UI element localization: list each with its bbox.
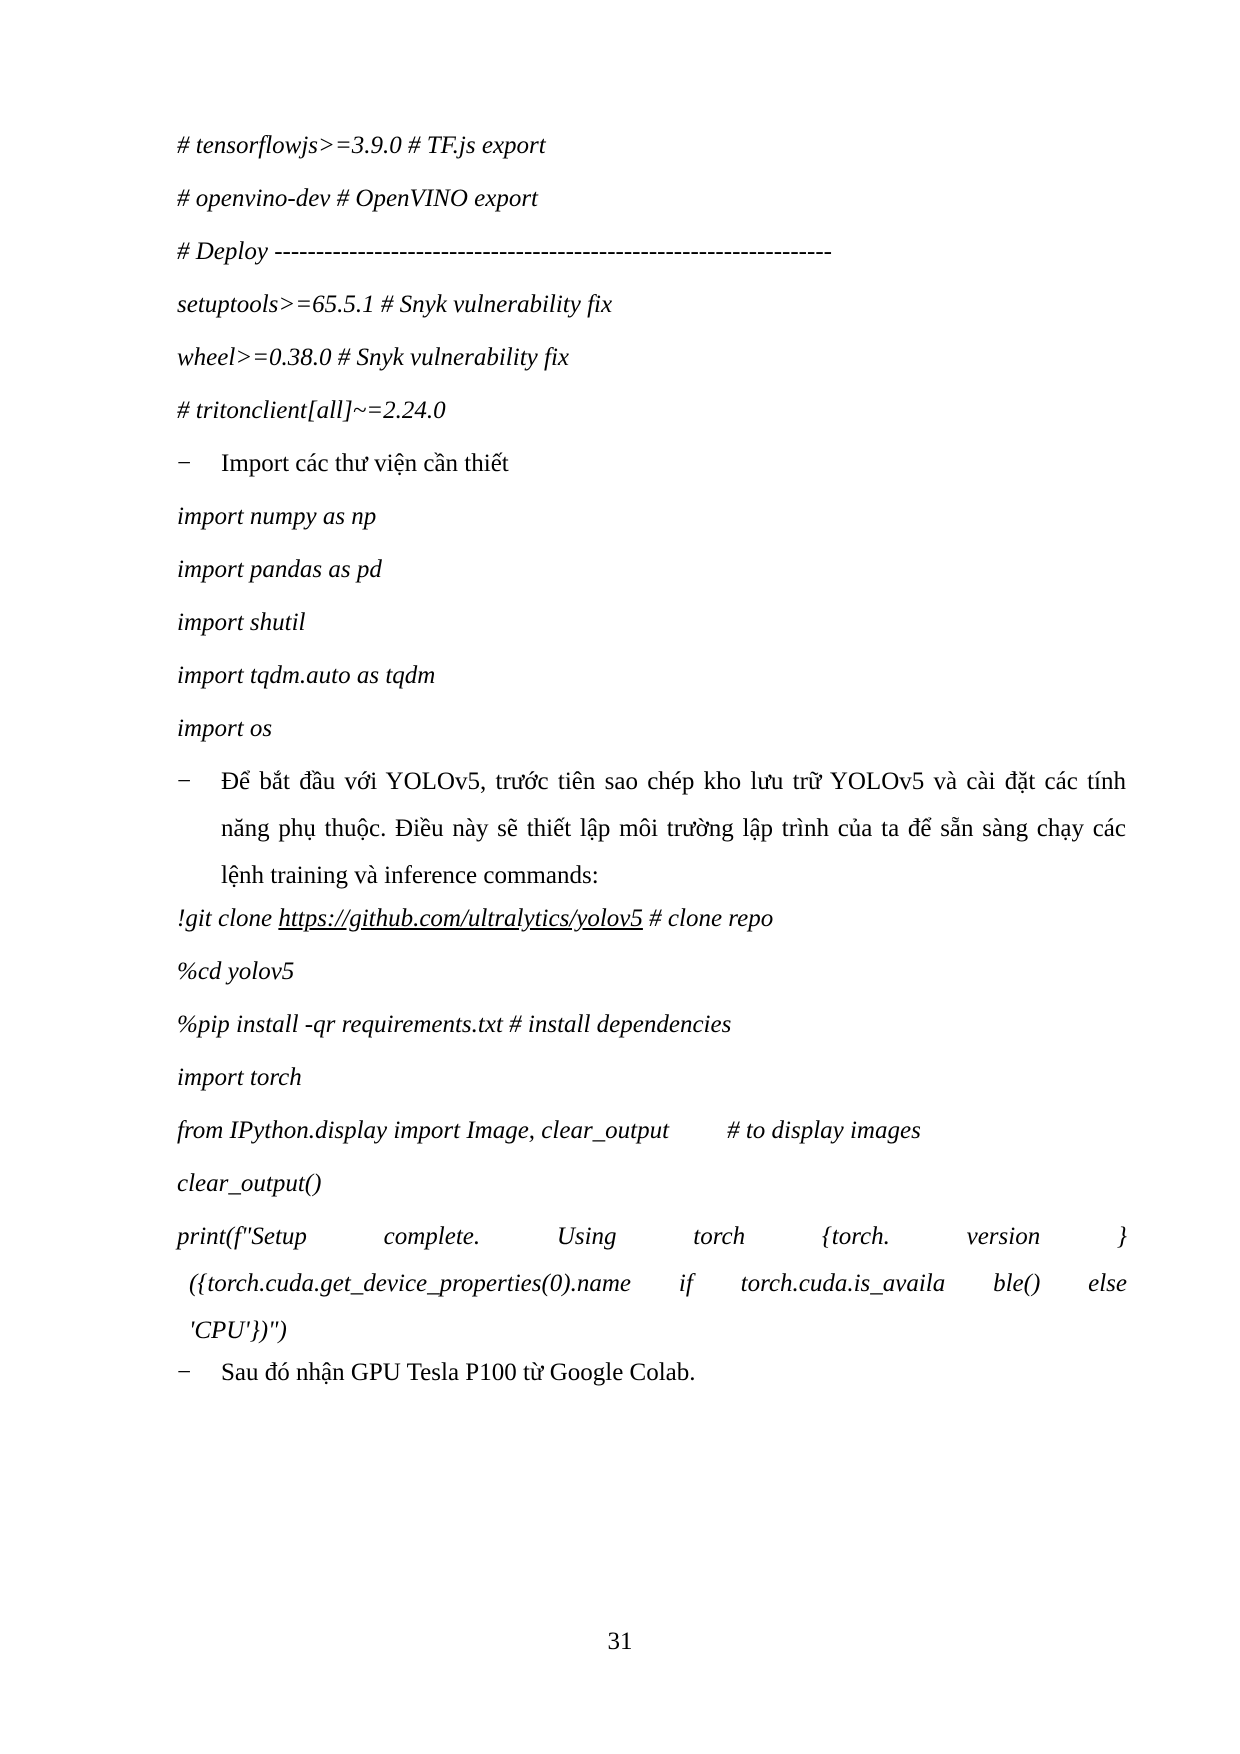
code-line-cd-yolov5: %cd yolov5	[177, 958, 295, 985]
print-token: ({torch.cuda.get_device_properties(0).name	[189, 1270, 632, 1297]
bullet-gpu-tesla: Sau đó nhận GPU Tesla P100 từ Google Colab.	[221, 1359, 696, 1386]
code-line-import-shutil: import shutil	[177, 609, 306, 636]
code-line-openvino: # openvino-dev # OpenVINO export	[177, 185, 538, 212]
print-row-1	[177, 1222, 1127, 1269]
print-token: else	[1088, 1270, 1127, 1297]
code-line-setuptools: setuptools>=65.5.1 # Snyk vulnerability fix	[177, 291, 613, 318]
print-token: torch.cuda.is_availa	[740, 1270, 946, 1297]
code-line-tensorflowjs: # tensorflowjs>=3.9.0 # TF.js export	[177, 132, 546, 159]
print-token: if	[678, 1270, 693, 1297]
ipython-import-comment: # to display images	[727, 1117, 921, 1144]
print-row-2	[177, 1269, 1127, 1316]
bullet-yolov5-setup-paragraph: Để bắt đầu với YOLOv5, trước tiên sao chép kho lưu trữ YOLOv5 và cài đặt các tính năng phụ thuộc. Điều này sẽ thiết lập môi trường lập trình của ta để sẵn sàng chạy các lệnh training và inference commands:	[221, 768, 1126, 889]
bullet-dash: −	[177, 450, 192, 477]
print-token: {torch.	[821, 1223, 890, 1250]
code-line-import-pandas: import pandas as pd	[177, 556, 382, 583]
print-row-3	[177, 1316, 1127, 1363]
code-line-deploy-separator: # Deploy -------------------------------------------------------------------	[177, 238, 832, 265]
print-token: ble()	[993, 1270, 1041, 1297]
code-line-import-os: import os	[177, 715, 273, 742]
code-line-clear-output: clear_output()	[177, 1170, 322, 1197]
git-clone-comment: # clone repo	[642, 905, 774, 932]
bullet-import-libraries: Import các thư viện cần thiết	[221, 450, 509, 477]
bullet-dash: −	[177, 768, 192, 795]
code-line-tritonclient: # tritonclient[all]~=2.24.0	[177, 397, 446, 424]
print-token: print(f"Setup	[177, 1223, 307, 1250]
git-clone-command: !git clone	[177, 905, 279, 932]
print-token: version	[966, 1223, 1041, 1250]
ipython-import-code: from IPython.display import Image, clear_output	[177, 1117, 670, 1144]
print-token: torch	[693, 1223, 746, 1250]
code-line-pip-install: %pip install -qr requirements.txt # install dependencies	[177, 1011, 732, 1038]
page-number: 31	[607, 1628, 633, 1655]
code-print-statement	[177, 1222, 1127, 1363]
code-line-import-torch: import torch	[177, 1064, 302, 1091]
code-line-wheel: wheel>=0.38.0 # Snyk vulnerability fix	[177, 344, 569, 371]
code-line-ipython-import	[177, 1116, 921, 1146]
print-token: }	[1116, 1223, 1127, 1250]
bullet-dash: −	[177, 1359, 192, 1386]
code-line-import-numpy: import numpy as np	[177, 503, 377, 530]
yolov5-repo-link[interactable]: https://github.com/ultralytics/yolov5	[278, 905, 643, 932]
code-line-git-clone	[177, 904, 773, 934]
code-line-import-tqdm: import tqdm.auto as tqdm	[177, 662, 436, 689]
print-token: 'CPU'})")	[189, 1317, 287, 1344]
print-token: complete.	[383, 1223, 481, 1250]
print-token: Using	[556, 1223, 617, 1250]
